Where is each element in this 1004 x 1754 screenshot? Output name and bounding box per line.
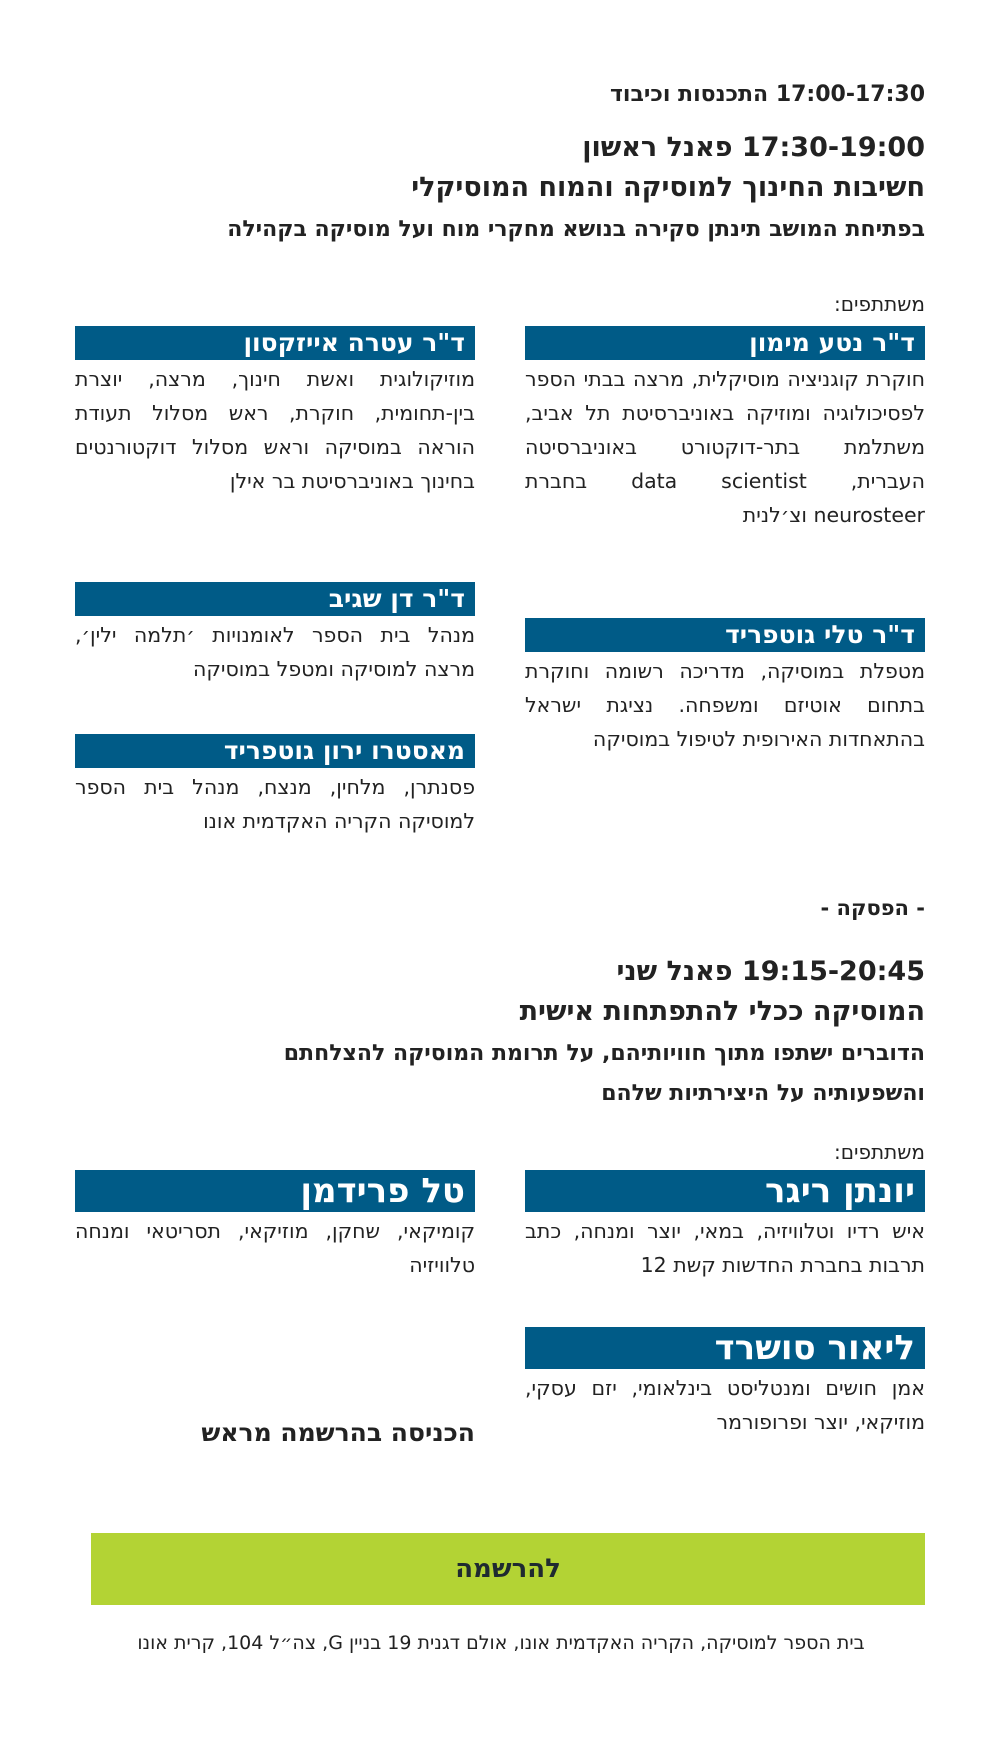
speaker-card (75, 582, 475, 686)
speaker-card (75, 326, 475, 498)
speaker-card (525, 618, 925, 756)
speaker-name: ליאור סושרד (525, 1327, 925, 1369)
speaker-name: ד"ר דן שגיב (75, 582, 475, 616)
opening-session: 17:00-17:30 התכנסות וכיבוד (609, 82, 925, 107)
speaker-card (525, 1327, 925, 1439)
speaker-name: ד"ר טלי גוטפריד (525, 618, 925, 652)
panel2-participants-label: משתתפים: (833, 1140, 925, 1164)
speaker-bio: פסנתרן, מלחין, מנצח, מנהל בית הספר למוסיקה הקריה האקדמית אונו (75, 775, 475, 833)
speaker-name: ד"ר נטע מימון (525, 326, 925, 360)
speaker-card (525, 326, 925, 532)
panel1-participants-label: משתתפים: (833, 292, 925, 316)
speaker-card (525, 1170, 925, 1282)
speaker-bio: חוקרת קוגניציה מוסיקלית, מרצה בבתי הספר לפסיכולוגיה ומוזיקה באוניברסיטת תל אביב, משתלמת בתר-דוקטורט באוניברסיטה העברית, data scientist בחברת neurosteer וצ׳לנית (525, 367, 925, 527)
panel1-header (75, 128, 925, 250)
speaker-bio: מנהל בית הספר לאומנויות ׳תלמה ילין׳, מרצה למוסיקה ומטפל במוסיקה (75, 623, 475, 681)
speaker-bio: מטפלת במוסיקה, מדריכה רשומה וחוקרת בתחום אוטיזם ומשפחה. נציגת ישראל בהתאחדות האירופית לטיפול במוסיקה (525, 659, 925, 751)
event-program (75, 0, 925, 1754)
speaker-name: יונתן ריגר (525, 1170, 925, 1212)
speaker-bio: איש רדיו וטלוויזיה, במאי, יוצר ומנחה, כתב תרבות בחברת החדשות קשת 12 (525, 1219, 925, 1277)
entry-note: הכניסה בהרשמה מראש (201, 1418, 475, 1447)
speaker-name: טל פרידמן (75, 1170, 475, 1212)
panel2-description-line2: והשפעותיה על היצירתיות שלהם (601, 1081, 925, 1106)
break-label: - הפסקה - (820, 896, 925, 920)
register-button[interactable]: להרשמה (91, 1533, 925, 1605)
speaker-bio: אמן חושים ומנטליסט בינלאומי, יזם עסקי, מוזיקאי, יוצר ופרופורמר (525, 1376, 925, 1434)
venue-address: בית הספר למוסיקה, הקריה האקדמית אונו, אולם דגנית 19 בניין G, צה״ל 104, קרית אונו (137, 1632, 865, 1654)
speaker-bio: קומיקאי, שחקן, מוזיקאי, תסריטאי ומנחה טלוויזיה (75, 1219, 475, 1277)
panel2-description-line1: הדוברים ישתפו מתוך חוויותיהם, על תרומת המוסיקה להצלחתם (283, 1041, 925, 1066)
speaker-card (75, 734, 475, 838)
speaker-name: מאסטרו ירון גוטפריד (75, 734, 475, 768)
panel1-title: חשיבות החינוך למוסיקה והמוח המוסיקלי (411, 172, 925, 203)
speaker-name: ד"ר עטרה אייזקסון (75, 326, 475, 360)
panel2-title: המוסיקה ככלי להתפתחות אישית (519, 996, 925, 1027)
panel2-header (75, 952, 925, 1114)
panel2-time: 19:15-20:45 פאנל שני (616, 956, 925, 987)
speaker-bio: מוזיקולוגית ואשת חינוך, מרצה, יוצרת בין-תחומית, חוקרת, ראש מסלול תעודת הוראה במוסיקה וראש מסלול דוקטורנטים בחינוך באוניברסיטת בר אילן (75, 367, 475, 493)
speaker-card (75, 1170, 475, 1282)
panel1-time: 17:30-19:00 פאנל ראשון (582, 132, 925, 163)
panel1-description: בפתיחת המושב תינתן סקירה בנושא מחקרי מוח ועל מוסיקה בקהילה (227, 217, 925, 242)
